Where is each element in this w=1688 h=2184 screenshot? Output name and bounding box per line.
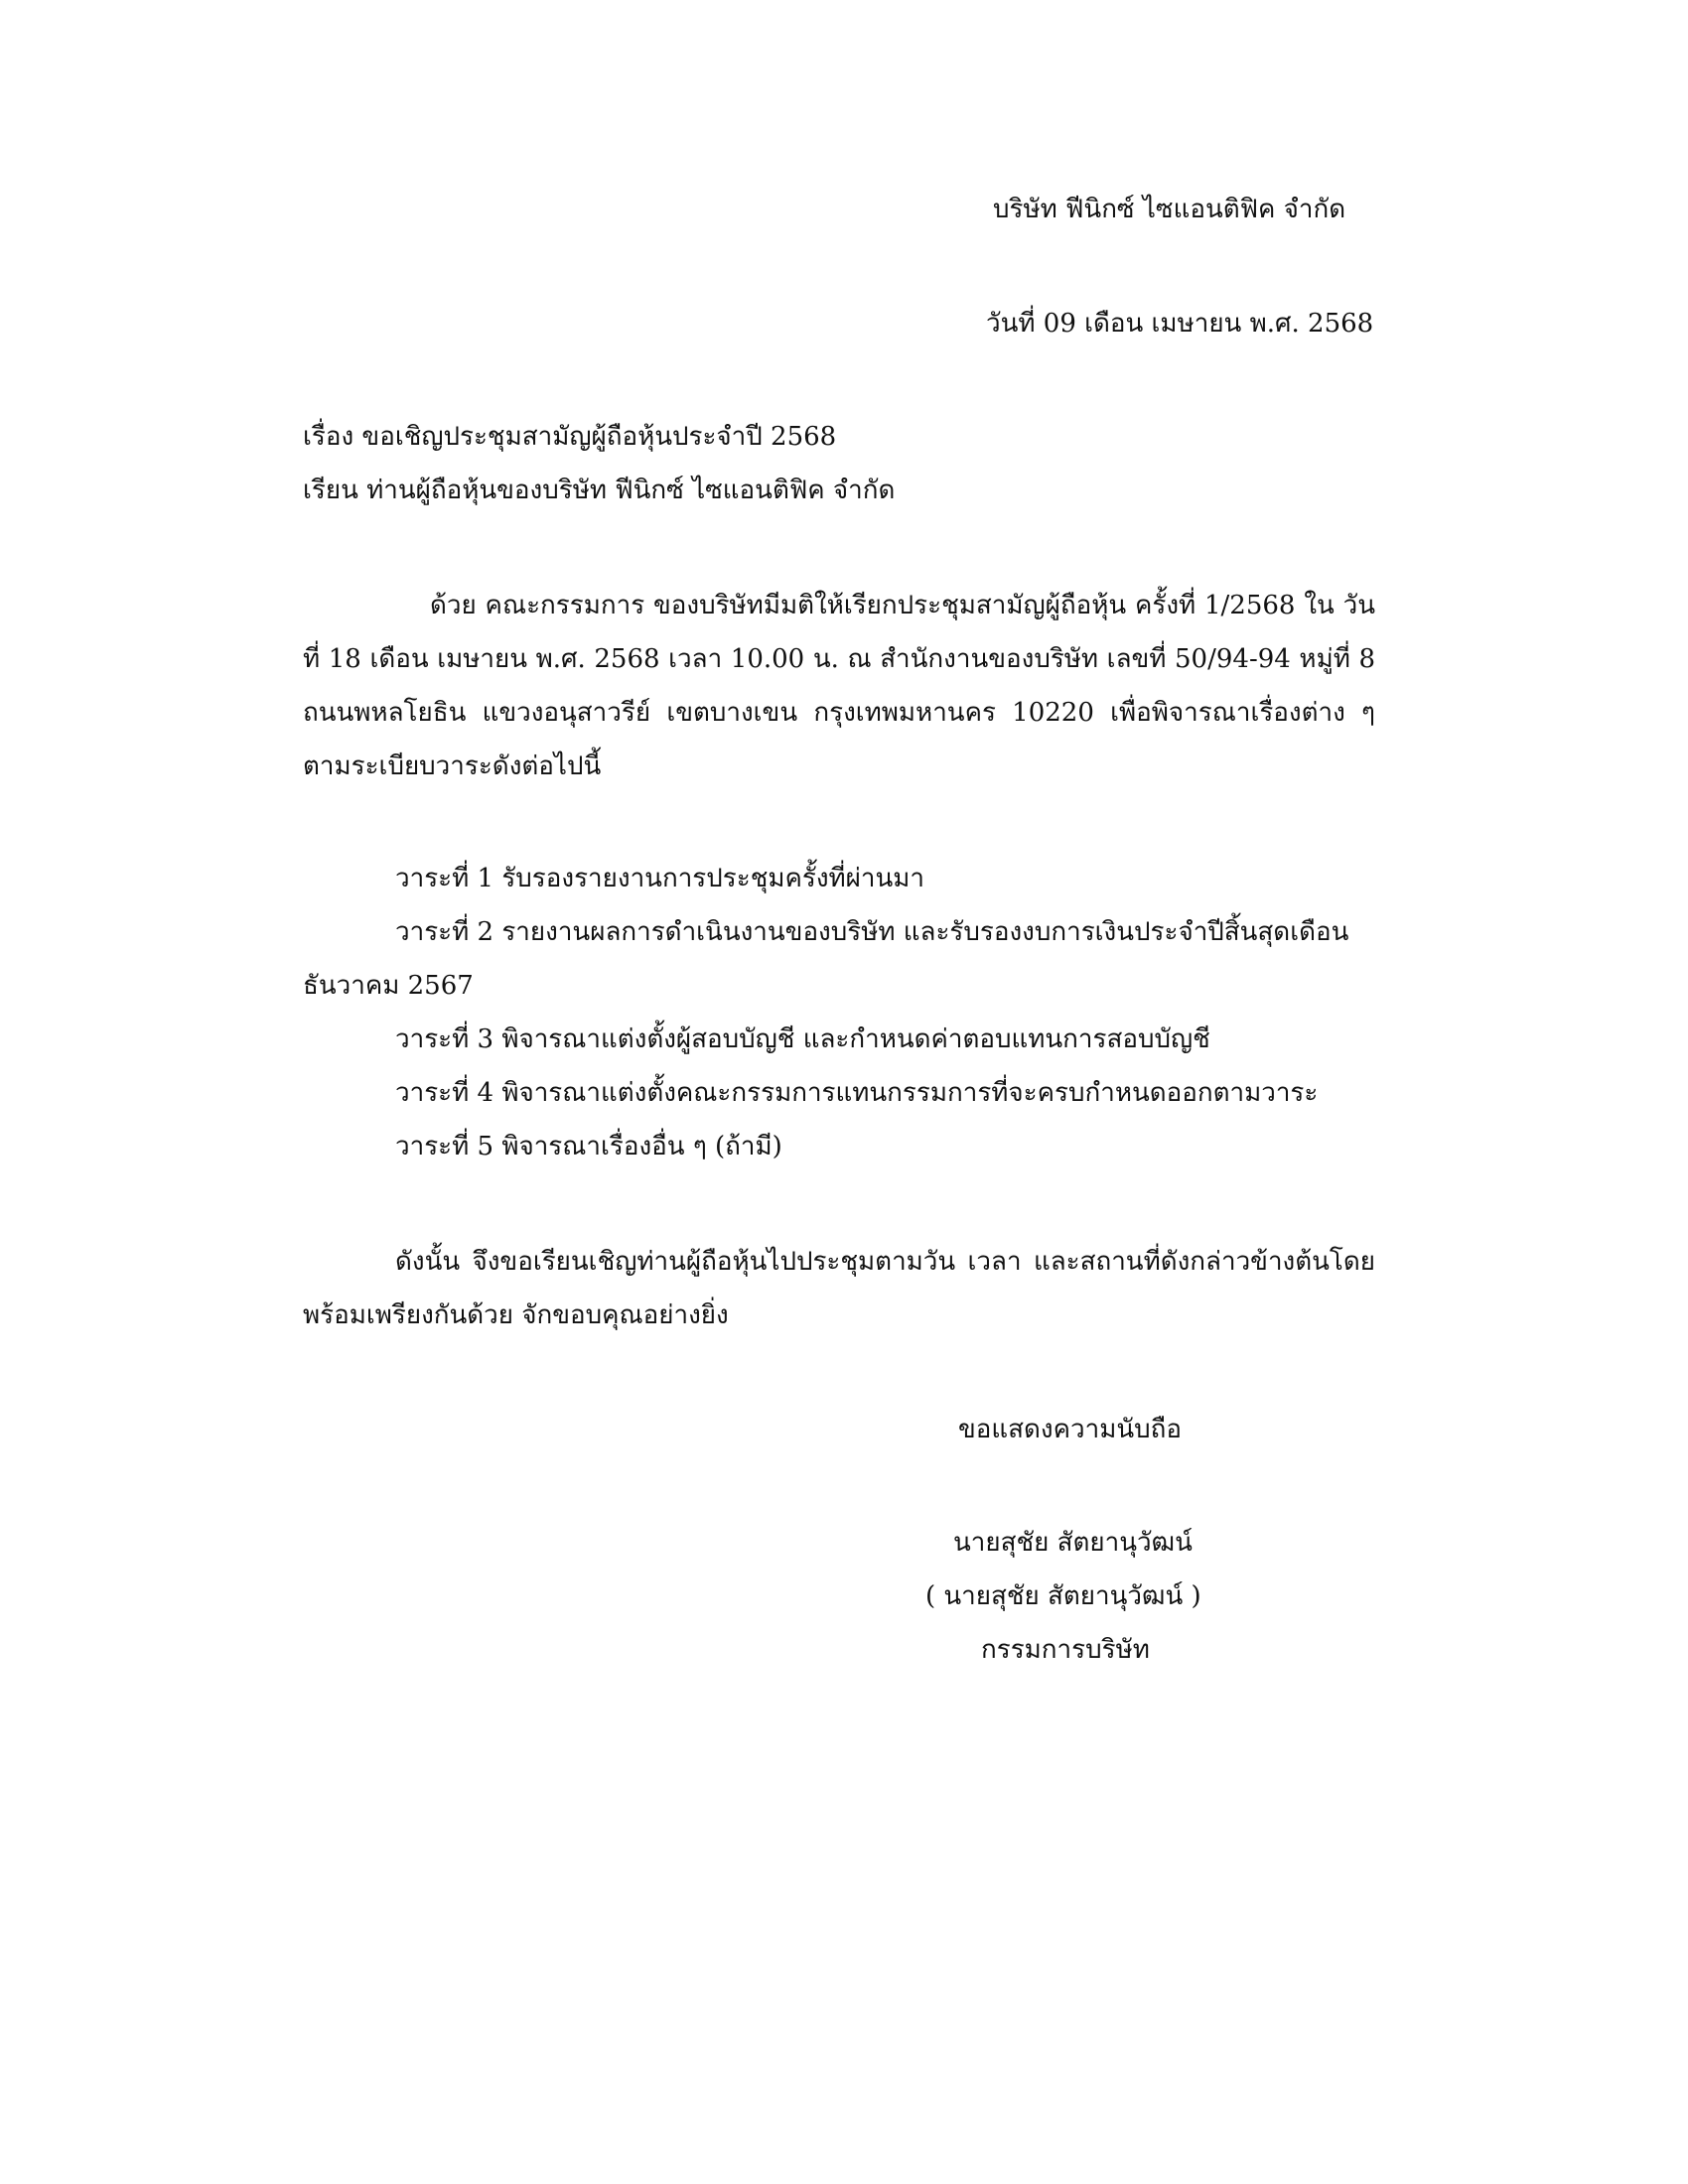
signer-name: นายสุชัย สัตยานุวัฒน์ <box>953 1528 1193 1558</box>
agenda-item-2-continued: ธันวาคม 2567 <box>303 971 474 1001</box>
subject-line: เรื่อง ขอเชิญประชุมสามัญผู้ถือหุ้นประจำปี 2568 <box>303 422 837 452</box>
agenda-item-2: วาระที่ 2 รายงานผลการดำเนินงานของบริษัท และรับรองงบการเงินประจำปีสิ้นสุดเดือน <box>395 917 1349 947</box>
intro-paragraph: ด้วย คณะกรรมการ ของบริษัทมีมติให้เรียกประชุมสามัญผู้ถือหุ้น ครั้งที่ 1/2568 ใน วันที่ 18 เดือน เมษายน พ.ศ. 2568 เวลา 10.00 น. ณ สำนักงานของบริษัท เลขที่ 50/94-94 หมู่ที่ 8 ถนนพหลโยธิน แขวงอนุสาวรีย์ เขตบางเขน กรุงเทพมหานคร 10220 เพื่อพิจารณาเรื่องต่าง ๆ ตามระเบียบวาระดังต่อไปนี้ <box>303 591 1375 781</box>
company-name: บริษัท ฟีนิกซ์ ไซแอนติฟิค จำกัด <box>993 195 1346 224</box>
agenda-item-5: วาระที่ 5 พิจารณาเรื่องอื่น ๆ (ถ้ามี) <box>395 1132 782 1161</box>
agenda-item-4: วาระที่ 4 พิจารณาแต่งตั้งคณะกรรมการแทนกรรมการที่จะครบกำหนดออกตามวาระ <box>395 1078 1319 1108</box>
closing-salutation: ขอแสดงความนับถือ <box>958 1415 1182 1444</box>
conclusion-paragraph: ดังนั้น จึงขอเรียนเชิญท่านผู้ถือหุ้นไปประชุมตามวัน เวลา และสถานที่ดังกล่าวข้างต้นโดย พร้อมเพรียงกันด้วย จักขอบคุณอย่างยิ่ง <box>303 1247 1375 1330</box>
signer-name-parenthesized: ( นายสุชัย สัตยานุวัฒน์ ) <box>925 1581 1201 1611</box>
agenda-item-3: วาระที่ 3 พิจารณาแต่งตั้งผู้สอบบัญชี และกำหนดค่าตอบแทนการสอบบัญชี <box>395 1024 1210 1054</box>
letter-date: วันที่ 09 เดือน เมษายน พ.ศ. 2568 <box>986 309 1374 339</box>
recipient-line: เรียน ท่านผู้ถือหุ้นของบริษัท ฟีนิกซ์ ไซแอนติฟิค จำกัด <box>303 476 896 505</box>
agenda-item-1: วาระที่ 1 รับรองรายงานการประชุมครั้งที่ผ่านมา <box>395 864 925 893</box>
signer-title: กรรมการบริษัท <box>981 1635 1150 1665</box>
